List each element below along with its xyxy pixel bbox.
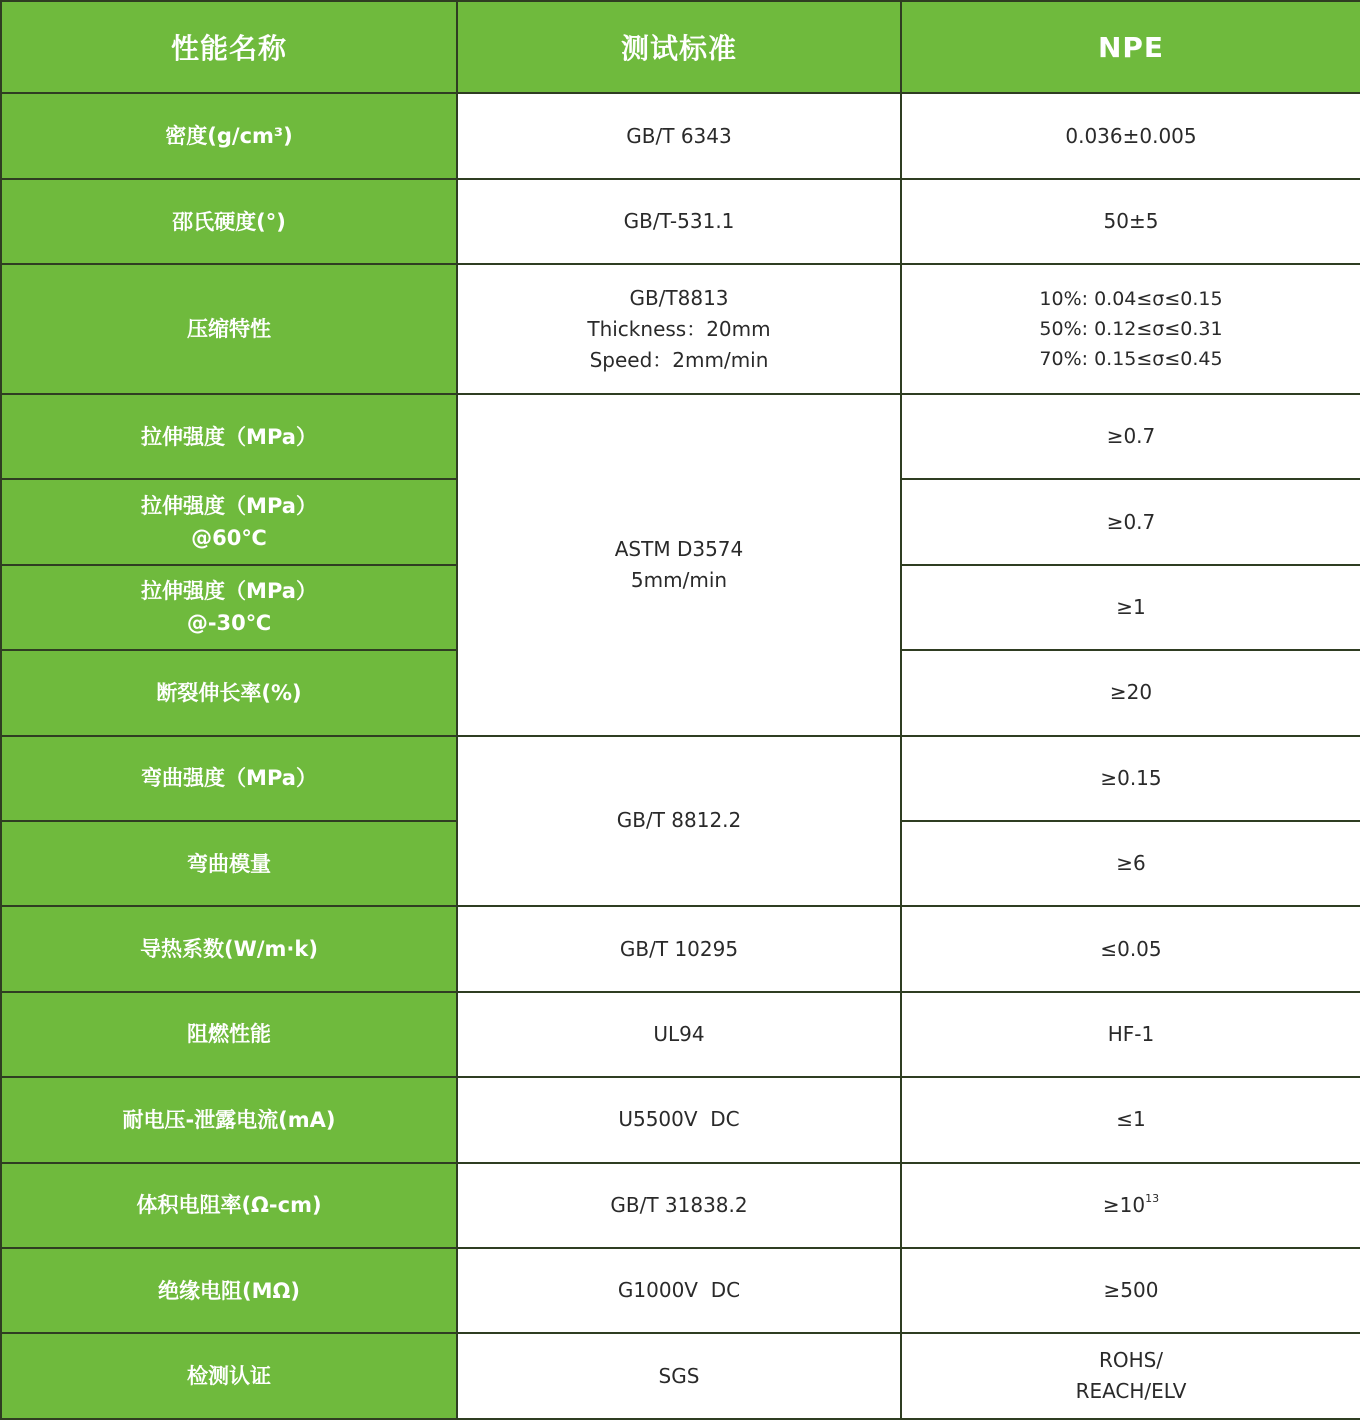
test-standard: GB/T 10295 [457,906,901,991]
property-name: 弯曲模量 [1,821,457,906]
test-standard [457,264,901,394]
test-standard: G1000V DC [457,1248,901,1333]
npe-value: ≥0.7 [901,479,1360,564]
property-name: 断裂伸长率(%) [1,650,457,735]
npe-value: ≤0.05 [901,906,1360,991]
property-name: 弯曲强度（MPa） [1,736,457,821]
name-line: @-30℃ [186,611,272,636]
property-name: 密度(g/cm³) [1,93,457,178]
test-standard-merged [457,394,901,736]
value-line: REACH/ELV [1075,1379,1187,1404]
test-standard-merged: GB/T 8812.2 [457,736,901,907]
test-standard: SGS [457,1333,901,1419]
table-row [1,1333,1360,1419]
property-name: 拉伸强度（MPa） [1,394,457,479]
table-row [1,992,1360,1077]
table-row [1,264,1360,394]
standard-line: GB/T8813 [629,285,729,310]
standard-line: Thickness：20mm [587,316,771,341]
name-line: 拉伸强度（MPa） [141,579,317,604]
property-name: 阻燃性能 [1,992,457,1077]
test-standard: GB/T-531.1 [457,179,901,264]
test-standard: GB/T 31838.2 [457,1163,901,1248]
npe-value: ≥500 [901,1248,1360,1333]
npe-value: ≥20 [901,650,1360,735]
property-name [1,479,457,564]
value-exponent: 13 [1145,1191,1160,1205]
table-row [1,179,1360,264]
value-line: 10%: 0.04≤σ≤0.15 [1039,288,1223,311]
property-name: 耐电压-泄露电流(mA) [1,1077,457,1162]
table-row [1,394,1360,479]
value-base: ≥10 [1102,1192,1146,1217]
header-npe: NPE [901,1,1360,93]
header-test-standard: 测试标准 [457,1,901,93]
npe-value [901,1163,1360,1248]
test-standard: UL94 [457,992,901,1077]
test-standard: GB/T 6343 [457,93,901,178]
npe-value: ≥1 [901,565,1360,650]
property-name: 体积电阻率(Ω-cm) [1,1163,457,1248]
table-row [1,1248,1360,1333]
property-name: 压缩特性 [1,264,457,394]
value-line: 50%: 0.12≤σ≤0.31 [1039,318,1223,341]
test-standard: U5500V DC [457,1077,901,1162]
value-line: ROHS/ [1098,1348,1164,1373]
property-name [1,565,457,650]
table-row [1,906,1360,991]
table-row [1,736,1360,821]
property-name: 导热系数(W/m·k) [1,906,457,991]
table-row [1,93,1360,178]
property-name: 绝缘电阻(MΩ) [1,1248,457,1333]
standard-line: 5mm/min [630,567,728,592]
npe-value: 0.036±0.005 [901,93,1360,178]
table-header-row [1,1,1360,93]
npe-value: ≥0.7 [901,394,1360,479]
npe-value: ≥0.15 [901,736,1360,821]
standard-line: Speed：2mm/min [589,347,769,372]
npe-value [901,264,1360,394]
name-line: @60℃ [191,526,267,550]
npe-value: 50±5 [901,179,1360,264]
standard-line: ASTM D3574 [614,536,744,561]
property-name: 邵氏硬度(°) [1,179,457,264]
npe-value: ≥6 [901,821,1360,906]
npe-value: HF-1 [901,992,1360,1077]
value-line: 70%: 0.15≤σ≤0.45 [1039,348,1223,371]
npe-value [901,1333,1360,1419]
npe-value: ≤1 [901,1077,1360,1162]
header-property-name: 性能名称 [1,1,457,93]
table-row [1,1163,1360,1248]
table-row [1,1077,1360,1162]
name-line: 拉伸强度（MPa） [141,494,317,518]
property-name: 检测认证 [1,1333,457,1419]
